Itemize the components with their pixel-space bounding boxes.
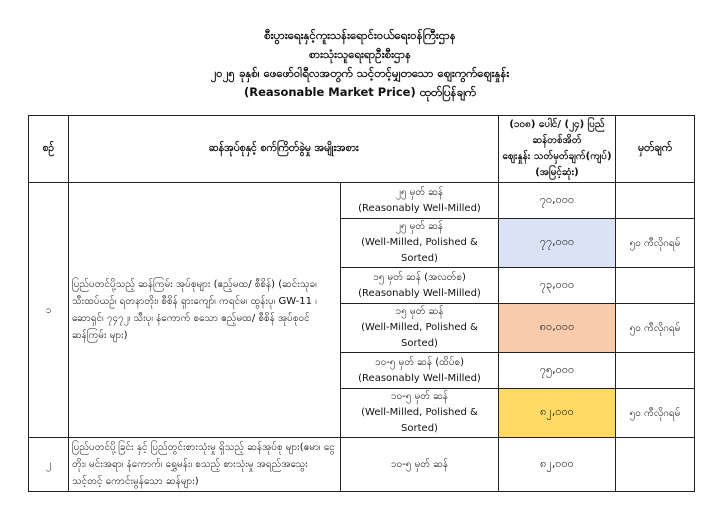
price-header-line: (၁၀၈) ပေါင်/ (၂၄) ပြည်	[509, 119, 605, 130]
row-number: ၁	[29, 183, 69, 438]
table-row	[29, 438, 695, 492]
remark-value	[616, 183, 695, 219]
col-header-remark: မှတ်ချက်	[616, 116, 695, 183]
price-header-line: ဆန်တစ်အိတ်	[532, 135, 582, 146]
row-number: ၂	[29, 438, 69, 492]
price-value: ၈၂,၀၀၀	[499, 389, 616, 438]
milling-grade	[341, 389, 499, 438]
remark-value: ၅၀ ကီလိုဂရမ်	[616, 389, 695, 438]
grade-english: (Reasonably Well-Milled)	[358, 372, 481, 384]
table-row	[29, 183, 695, 219]
col-header-no: စဉ်	[29, 116, 69, 183]
grade-name: ၁၅ မှတ် ဆန်	[395, 306, 444, 317]
rice-price-table	[28, 115, 695, 492]
department-title: စားသုံးသူရေးရာဦးစီးဌာန	[308, 47, 412, 61]
col-header-description: ဆန်အုပ်စုနှင့် စက်ကြိတ်ခွဲမှု အမျိုးအစား	[69, 116, 499, 183]
milling-grade	[341, 353, 499, 389]
grade-name: ၁၀-၅ မှတ် ဆန်	[390, 391, 449, 402]
milling-grade	[341, 304, 499, 353]
grade-english: (Well-Milled, Polished & Sorted)	[361, 407, 478, 434]
grade-english: (Well-Milled, Polished & Sorted)	[361, 322, 478, 349]
price-value: ၇၀,၀၀၀	[499, 183, 616, 219]
announcement-subtitle: (Reasonable Market Price) ထုတ်ပြန်ချက်	[243, 85, 477, 99]
remark-value: ၅၀ ကီလိုဂရမ်	[616, 219, 695, 268]
price-header-line: (အမြင့်ဆုံး)	[535, 167, 579, 178]
grade-name: ၂၅ မှတ် ဆန်	[395, 186, 444, 198]
grade-name: ၁၅ မှတ် ဆန် (အလတ်စ)	[373, 271, 466, 283]
remark-value	[616, 353, 695, 389]
document-header	[0, 26, 720, 102]
milling-grade	[341, 268, 499, 304]
milling-grade	[341, 183, 499, 219]
remark-value	[616, 268, 695, 304]
milling-grade	[341, 219, 499, 268]
announcement-title: ၂၀၂၅ ခုနှစ်၊ ဖေဖော်ဝါရီလအတွက် သင့်တင့်မျှတသော ဈေးကွက်ဈေးနှုန်း	[210, 66, 510, 80]
price-value: ၈၂,၀၀၀	[499, 438, 616, 492]
col-header-price	[499, 116, 616, 183]
ministry-title: စီးပွားရေးနှင့်ကူးသန်းရောင်းဝယ်ရေးဝန်ကြီးဌာန	[264, 28, 456, 42]
price-header-line: ဈေးနှုန်း သတ်မှတ်ချက်(ကျပ်)	[502, 151, 612, 162]
remark-value	[616, 438, 695, 492]
grade-english: (Reasonably Well-Milled)	[358, 287, 481, 299]
table-header-row	[29, 116, 695, 183]
price-value: ၇၅,၀၀၀	[499, 353, 616, 389]
milling-grade: ၁၀-၅ မှတ် ဆန်	[341, 438, 499, 492]
price-value: ၈၀,၀၀၀	[499, 304, 616, 353]
rice-group-description: ပြည်ပတင်ပို့သည့် ဆန်ကြမ်း အုပ်စုများ (ဧည့်မထ/ စီစိန်) (ဆင်းသုခ၊ သီးထပ်ယဉ်၊ ရတနာတိုး၊ စီစိန် ရှားကျော်၊ ကရင်မ၊ ထွန်းပု၊ GW-11 ၊ ဆောရှင်၊ ၇၄၇၂၊ သီးပု၊ နံကောက် စသော ဧည့်မထ/ စီစိန် အုပ်စုဝင် ဆန်ကြမ်း များ)	[69, 183, 341, 438]
price-value: ၇၃,၀၀၀	[499, 268, 616, 304]
grade-english: (Reasonably Well-Milled)	[358, 202, 481, 214]
remark-value: ၅၀ ကီလိုဂရမ်	[616, 304, 695, 353]
rice-group-description: ပြည်ပတင်ပို့ခြင်း နှင့် ပြည်တွင်းစားသုံးမှု ရှိသည့် ဆန်အုပ်စု များ(ဧမာ၊ ငွေတိုး၊ မင်းအရာ၊ နံကောက်၊ ရွှေမန်း၊ စသည့် စားသုံးမှု အရည်အသွေး သင့်တင့် ကောင်းမွန်သော ဆန်များ)	[69, 438, 341, 492]
grade-name: ၂၅ မှတ် ဆန်	[395, 221, 444, 232]
price-value: ၇၇,၀၀၀	[499, 219, 616, 268]
grade-english: (Well-Milled, Polished & Sorted)	[361, 237, 478, 264]
grade-name: ၁၀-၅ မှတ် ဆန် (ထိပ်စ)	[374, 356, 465, 368]
